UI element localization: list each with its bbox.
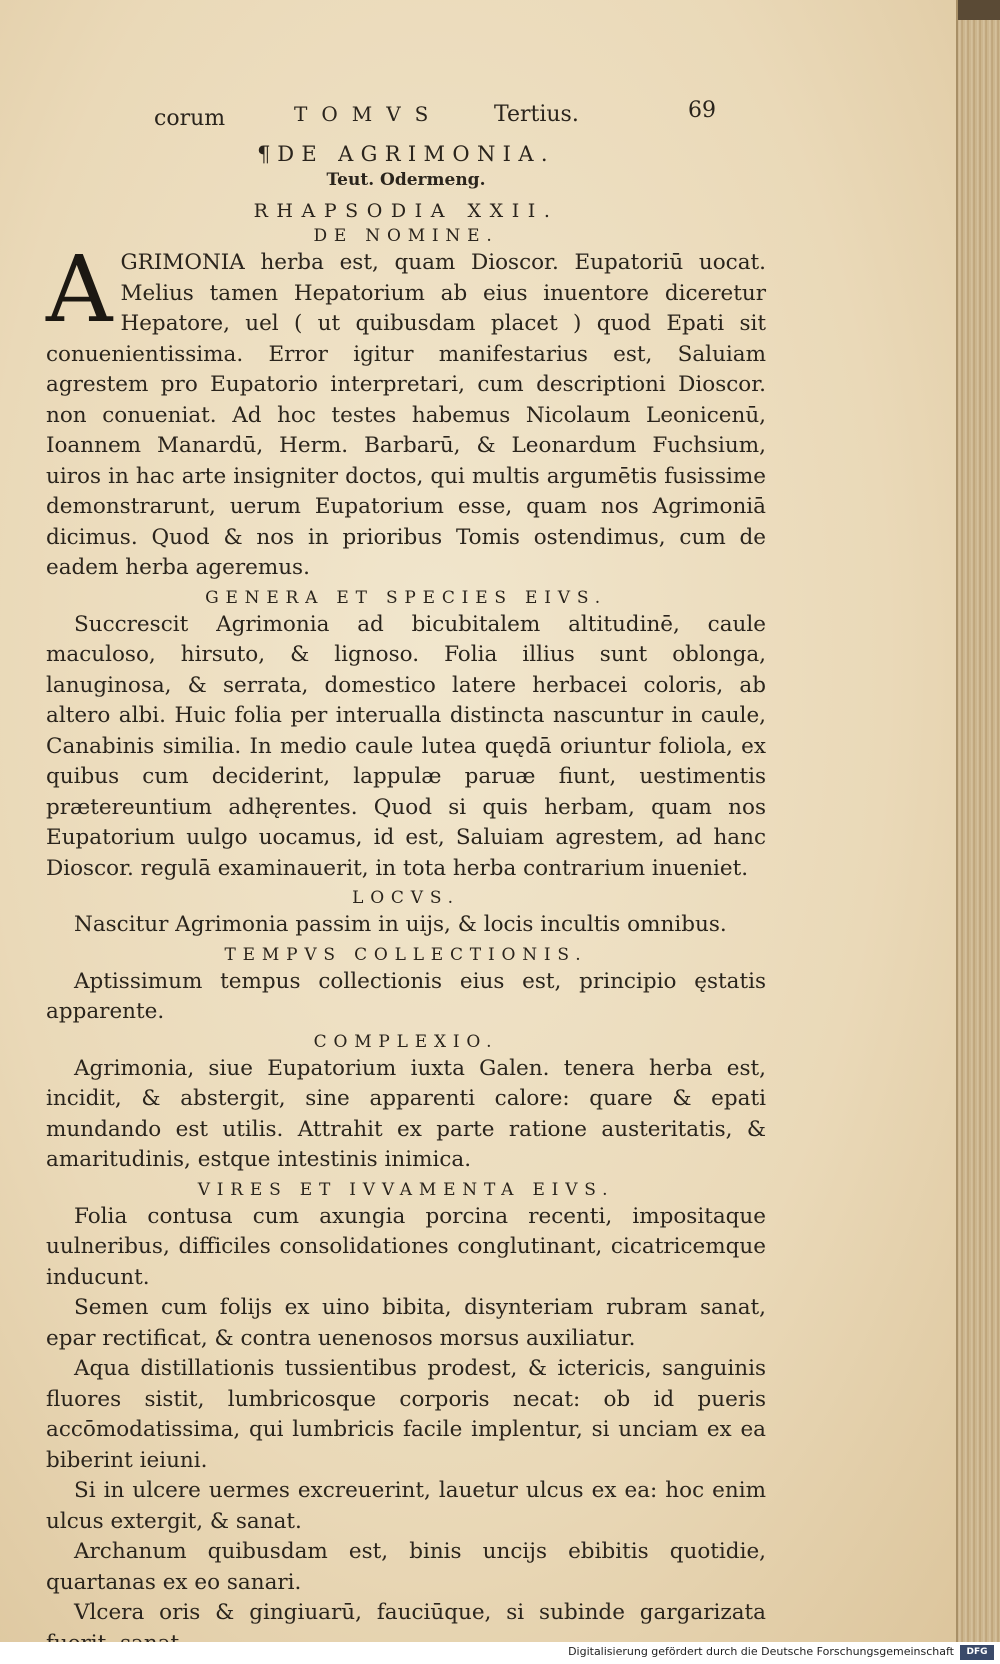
chapter-german-name: Teut. Odermeng.: [326, 170, 486, 190]
running-head-right: Tertius.: [494, 102, 579, 127]
digitization-footer: [0, 1642, 1000, 1664]
drop-cap: A: [46, 236, 113, 343]
genera-text: Succrescit Agrimonia ad bicubitalem altitudinē, caule maculoso, hirsuto, & lignoso. Folia illius sunt oblonga, lanuginosa, & serrata, domestico latere herbacei coloris, ab altero albi. Huic folia per interualla distincta nascuntur in caule, Canabinis similia. In medio caule lutea quędā oriuntur foliola, ex quibus cum deciderint, lappulæ paruæ fiunt, uestimentis prætereuntium adhęrentes. Quod si quis herbam, quam nos Eupatorium uulgo uocamus, id est, Saluiam agrestem, ad hanc Dioscor. regulā examinauerit, in tota herba contrarium inueniet.: [46, 611, 766, 881]
locus-text: Nascitur Agrimonia passim in uijs, & locis incultis omnibus.: [74, 912, 727, 937]
section-title-genera: GENERA ET SPECIES EIVS.: [205, 587, 607, 608]
nomen-text: GRIMONIA herba est, quam Dioscor. Eupatoriū uocat. Melius tamen Hepatorium ab eius inuentore diceretur Hepatore, uel ( ut quibusdam placet ) quod Epati sit conuenientissima. Error igitur manifestarius est, Saluiam agrestem pro Eupatorio interpretari, cum descriptioni Dioscor. non conueniat. Ad hoc testes habemus Nicolaum Leonicenū, Ioannem Manardū, Herm. Barbarū, & Leonardum Fuchsium, uiros in hac arte insigniter doctos, qui multis argumētis fusissime demonstrarunt, uerum Eupatorium esse, quam nos Agrimoniā dicimus. Quod & nos in prioribus Tomis ostendimus, cum de eadem herba ageremus.: [46, 250, 766, 580]
paragraph-mark-icon: ¶: [257, 142, 271, 166]
section-title-locus: LOCVS.: [352, 888, 460, 908]
section-title-complexio: COMPLEXIO.: [313, 1031, 499, 1052]
running-head-center: TOMVS: [294, 102, 443, 126]
complexio-text: Agrimonia, siue Eupatorium iuxta Galen. tenera herba est, incidit, & abstergit, sine apparenti calore: quare & epati mundando est utilis. Attrahit ex parte ratione austeritatis, & amaritudinis, estque intestinis inimica.: [46, 1055, 766, 1172]
vires-paragraph-5: Archanum quibusdam est, binis uncijs ebibitis quotidie, quartanas ex eo sanari.: [46, 1539, 766, 1595]
rhapsodia-heading: RHAPSODIA XXII.: [253, 200, 559, 222]
section-title-nomen: DE NOMINE.: [313, 226, 499, 246]
section-title-vires: VIRES ET IVVAMENTA EIVS.: [197, 1179, 615, 1200]
vires-paragraph-6: Vlcera oris & gingiuarū, fauciūque, si subinde gargarizata: [74, 1600, 766, 1625]
running-head: [46, 92, 766, 132]
vires-paragraph-4: Si in ulcere uermes excreuerint, lauetur ulcus ex ea: hoc enim ulcus extergit, & sanat.: [46, 1478, 766, 1534]
tempus-text: Aptissimum tempus collectionis eius est, principio ęstatis apparente.: [46, 968, 766, 1024]
funding-credit: Digitalisierung gefördert durch die Deutsche Forschungsgemeinschaft: [568, 1645, 954, 1658]
running-head-left: corum: [154, 106, 226, 131]
vires-paragraph-2: Semen cum folijs ex uino bibita, disynteriam rubram sanat, epar rectificat, & contra uenenosos morsus auxiliatur.: [46, 1295, 766, 1351]
dfg-logo-icon: DFG: [960, 1645, 994, 1660]
page-edges: [956, 0, 1000, 1642]
vires-paragraph-1: Folia contusa cum axungia porcina recenti, impositaque uulneribus, difficiles consolidationes conglutinant, cicatricemque inducunt.: [46, 1203, 766, 1290]
section-title-tempus: TEMPVS COLLECTIONIS.: [224, 944, 588, 965]
vires-paragraph-3: Aqua distillationis tussientibus prodest, & ictericis, sanguinis fluores sistit, lumbricosque corporis necat: ob id pueris accōmodatissima, qui lumbricis facile implentur, si unciam ex ea biberint ieiuni.: [46, 1356, 766, 1473]
chapter-title: ¶ DE AGRIMONIA.: [257, 142, 555, 166]
page-number: 69: [688, 98, 716, 123]
page-text-block: [46, 92, 766, 1659]
